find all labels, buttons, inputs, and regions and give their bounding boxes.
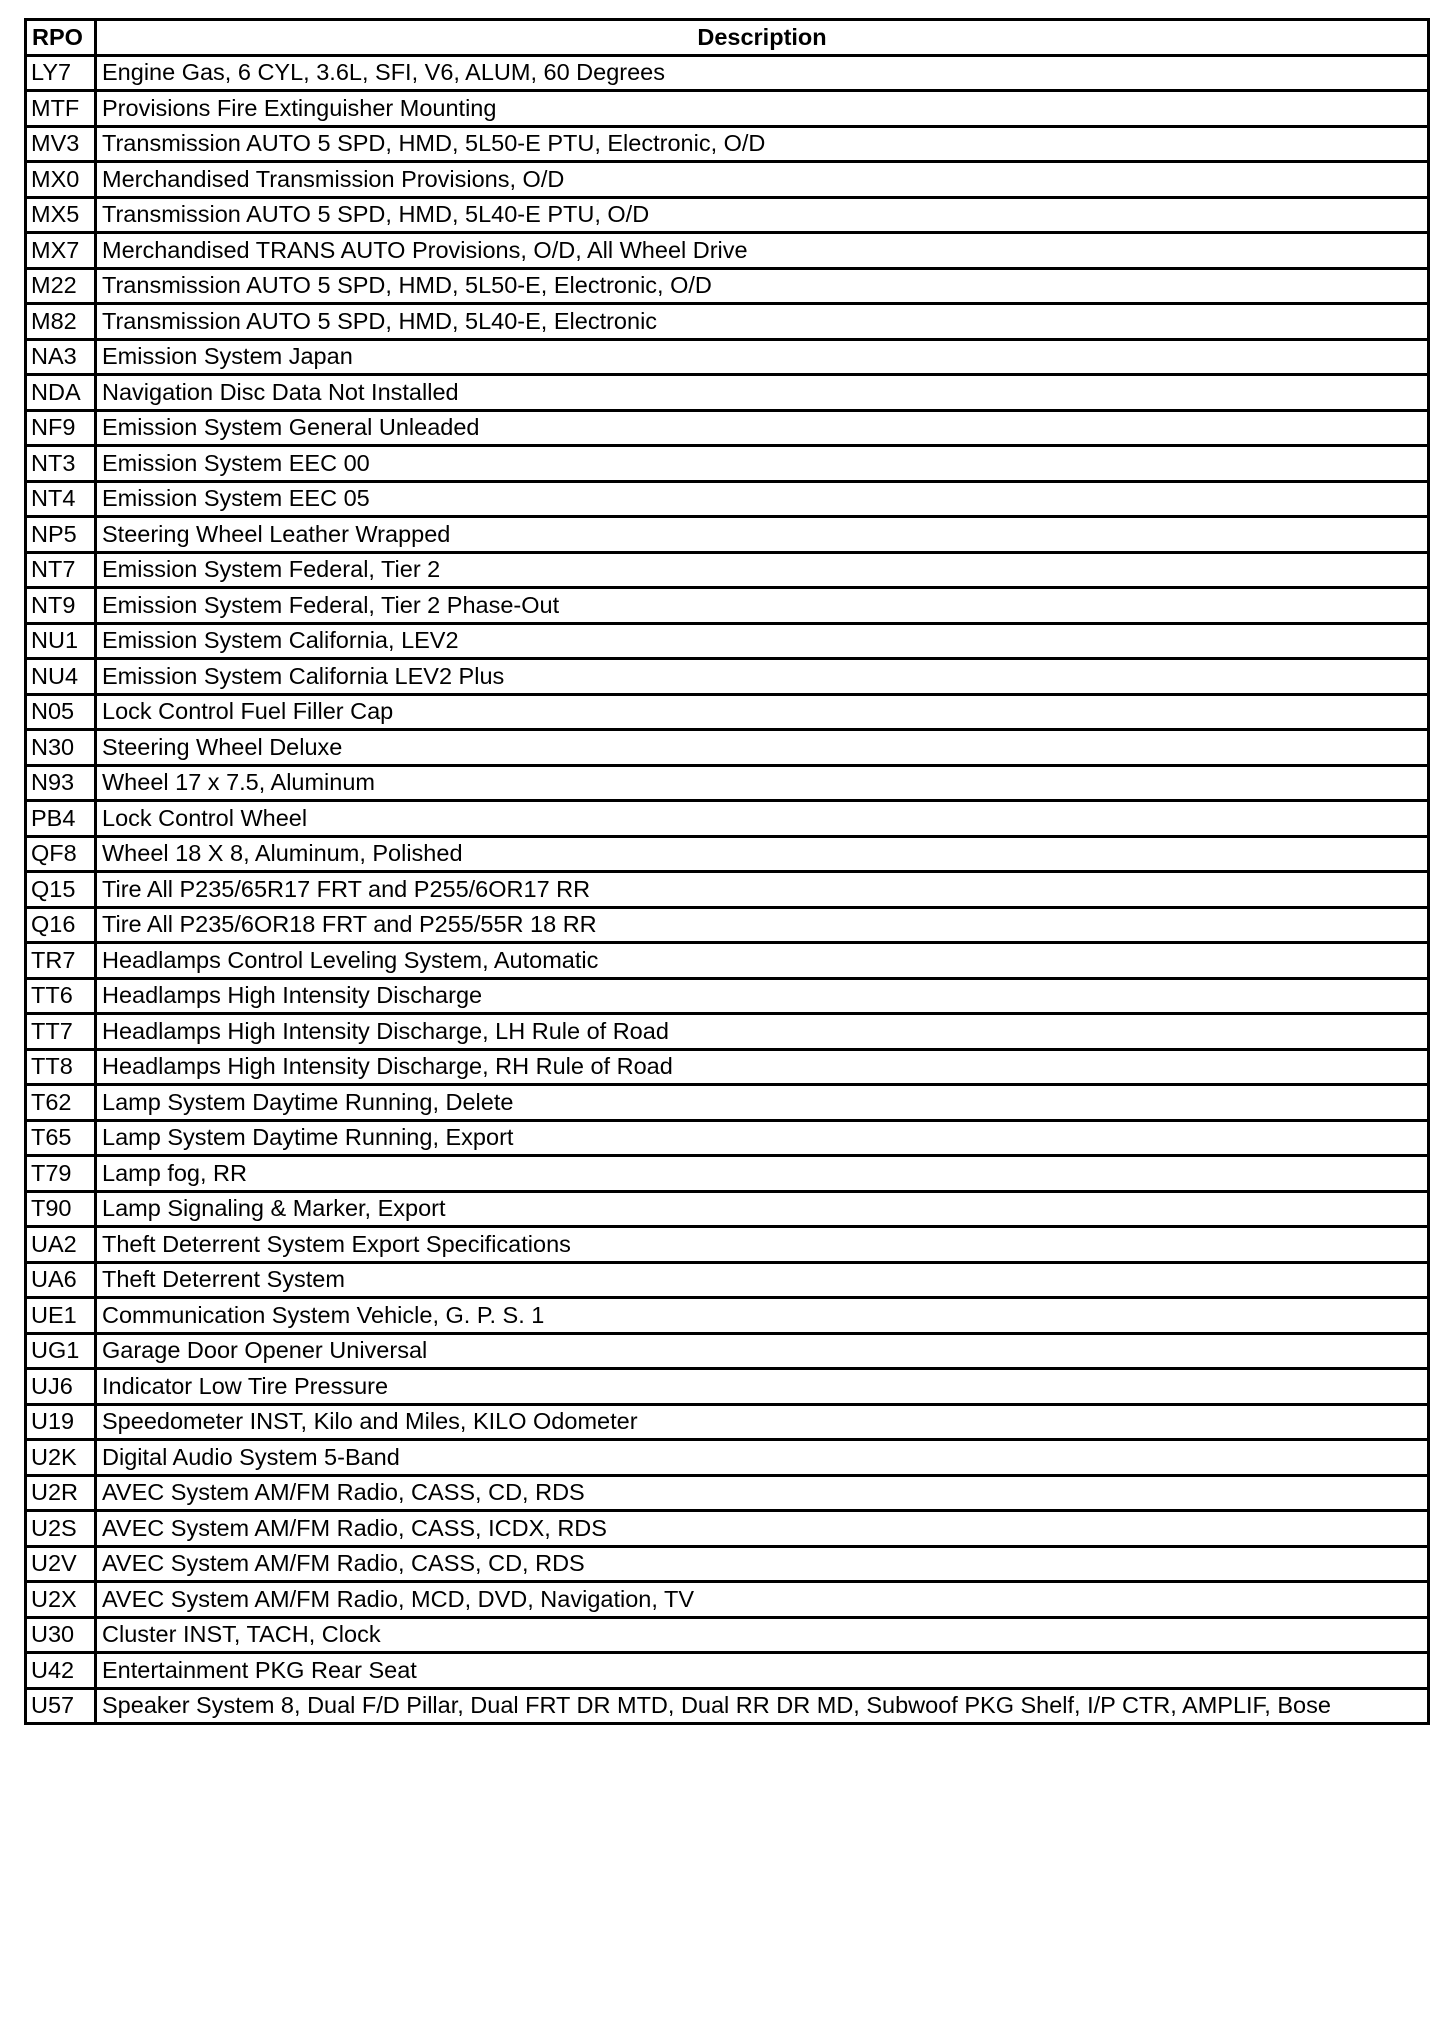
table-row (26, 1262, 1429, 1298)
rpo-code-cell: NU1 (26, 623, 96, 659)
description-cell: Tire All P235/65R17 FRT and P255/6OR17 RR (96, 872, 1429, 908)
table-row (26, 304, 1429, 340)
description-cell: Lamp fog, RR (96, 1156, 1429, 1192)
description-cell: Lamp System Daytime Running, Delete (96, 1085, 1429, 1121)
rpo-code-cell: UE1 (26, 1298, 96, 1334)
description-cell: Emission System EEC 05 (96, 481, 1429, 517)
table-row (26, 481, 1429, 517)
description-cell: Steering Wheel Leather Wrapped (96, 517, 1429, 553)
table-row (26, 233, 1429, 269)
table-row (26, 659, 1429, 695)
description-cell: AVEC System AM/FM Radio, CASS, ICDX, RDS (96, 1511, 1429, 1547)
table-row (26, 1688, 1429, 1724)
description-cell: Tire All P235/6OR18 FRT and P255/55R 18 RR (96, 907, 1429, 943)
description-cell: Headlamps High Intensity Discharge, LH Rule of Road (96, 1014, 1429, 1050)
description-cell: Emission System Federal, Tier 2 (96, 552, 1429, 588)
description-cell: Navigation Disc Data Not Installed (96, 375, 1429, 411)
rpo-code-cell: NP5 (26, 517, 96, 553)
rpo-code-cell: NT3 (26, 446, 96, 482)
table-row (26, 339, 1429, 375)
description-cell: Emission System California, LEV2 (96, 623, 1429, 659)
description-cell: Theft Deterrent System (96, 1262, 1429, 1298)
table-row (26, 268, 1429, 304)
rpo-code-cell: U2S (26, 1511, 96, 1547)
description-cell: AVEC System AM/FM Radio, MCD, DVD, Navigation, TV (96, 1582, 1429, 1618)
rpo-code-table (24, 18, 1430, 1725)
rpo-code-cell: U2V (26, 1546, 96, 1582)
rpo-code-cell: U42 (26, 1653, 96, 1689)
description-cell: AVEC System AM/FM Radio, CASS, CD, RDS (96, 1475, 1429, 1511)
table-row (26, 446, 1429, 482)
description-cell: Speedometer INST, Kilo and Miles, KILO Odometer (96, 1404, 1429, 1440)
rpo-code-cell: TT6 (26, 978, 96, 1014)
table-row (26, 552, 1429, 588)
rpo-code-cell: T79 (26, 1156, 96, 1192)
rpo-code-cell: M22 (26, 268, 96, 304)
table-row (26, 162, 1429, 198)
rpo-code-cell: NF9 (26, 410, 96, 446)
table-row (26, 907, 1429, 943)
rpo-code-cell: U2K (26, 1440, 96, 1476)
description-cell: Emission System Federal, Tier 2 Phase-Out (96, 588, 1429, 624)
table-row (26, 943, 1429, 979)
table-row (26, 126, 1429, 162)
description-cell: Cluster INST, TACH, Clock (96, 1617, 1429, 1653)
description-cell: Digital Audio System 5-Band (96, 1440, 1429, 1476)
rpo-code-cell: N93 (26, 765, 96, 801)
description-cell: Merchandised TRANS AUTO Provisions, O/D, All Wheel Drive (96, 233, 1429, 269)
table-row (26, 1404, 1429, 1440)
description-cell: Transmission AUTO 5 SPD, HMD, 5L40-E, Electronic (96, 304, 1429, 340)
table-row (26, 1014, 1429, 1050)
table-row (26, 1120, 1429, 1156)
table-row (26, 91, 1429, 127)
table-row (26, 1440, 1429, 1476)
rpo-code-cell: MX0 (26, 162, 96, 198)
rpo-code-cell: NU4 (26, 659, 96, 695)
description-cell: Garage Door Opener Universal (96, 1333, 1429, 1369)
rpo-code-cell: NA3 (26, 339, 96, 375)
rpo-code-cell: UG1 (26, 1333, 96, 1369)
description-cell: Wheel 17 x 7.5, Aluminum (96, 765, 1429, 801)
table-row (26, 588, 1429, 624)
description-cell: Headlamps Control Leveling System, Automatic (96, 943, 1429, 979)
table-row (26, 1191, 1429, 1227)
table-row (26, 1475, 1429, 1511)
rpo-code-cell: U57 (26, 1688, 96, 1724)
description-cell: Headlamps High Intensity Discharge (96, 978, 1429, 1014)
description-cell: Transmission AUTO 5 SPD, HMD, 5L50-E, Electronic, O/D (96, 268, 1429, 304)
table-row (26, 1617, 1429, 1653)
rpo-code-cell: M82 (26, 304, 96, 340)
description-cell: Indicator Low Tire Pressure (96, 1369, 1429, 1405)
rpo-code-cell: LY7 (26, 55, 96, 91)
table-row (26, 1511, 1429, 1547)
rpo-code-cell: NT4 (26, 481, 96, 517)
description-cell: Lock Control Fuel Filler Cap (96, 694, 1429, 730)
rpo-code-cell: T90 (26, 1191, 96, 1227)
description-cell: Lock Control Wheel (96, 801, 1429, 837)
table-row (26, 801, 1429, 837)
rpo-code-cell: N30 (26, 730, 96, 766)
table-row (26, 197, 1429, 233)
rpo-code-cell: MX7 (26, 233, 96, 269)
description-cell: Lamp Signaling & Marker, Export (96, 1191, 1429, 1227)
description-cell: Transmission AUTO 5 SPD, HMD, 5L50-E PTU, Electronic, O/D (96, 126, 1429, 162)
rpo-code-cell: Q16 (26, 907, 96, 943)
description-cell: Engine Gas, 6 CYL, 3.6L, SFI, V6, ALUM, 60 Degrees (96, 55, 1429, 91)
description-cell: Transmission AUTO 5 SPD, HMD, 5L40-E PTU, O/D (96, 197, 1429, 233)
rpo-code-cell: U19 (26, 1404, 96, 1440)
description-column-header: Description (96, 20, 1429, 56)
rpo-code-cell: UA6 (26, 1262, 96, 1298)
rpo-code-cell: NDA (26, 375, 96, 411)
table-row (26, 1085, 1429, 1121)
table-row (26, 1049, 1429, 1085)
table-row (26, 1227, 1429, 1263)
rpo-code-cell: MX5 (26, 197, 96, 233)
rpo-code-cell: TR7 (26, 943, 96, 979)
description-cell: Merchandised Transmission Provisions, O/D (96, 162, 1429, 198)
description-cell: Emission System Japan (96, 339, 1429, 375)
description-cell: Steering Wheel Deluxe (96, 730, 1429, 766)
rpo-code-cell: MTF (26, 91, 96, 127)
table-row (26, 694, 1429, 730)
rpo-code-cell: NT9 (26, 588, 96, 624)
rpo-code-cell: UJ6 (26, 1369, 96, 1405)
description-cell: Wheel 18 X 8, Aluminum, Polished (96, 836, 1429, 872)
description-cell: Emission System California LEV2 Plus (96, 659, 1429, 695)
table-row (26, 836, 1429, 872)
rpo-code-cell: QF8 (26, 836, 96, 872)
table-row (26, 1298, 1429, 1334)
rpo-code-cell: U2R (26, 1475, 96, 1511)
description-cell: Speaker System 8, Dual F/D Pillar, Dual FRT DR MTD, Dual RR DR MD, Subwoof PKG Shelf, I/P CTR, AMPLIF, Bose (96, 1688, 1429, 1724)
description-cell: Entertainment PKG Rear Seat (96, 1653, 1429, 1689)
rpo-code-cell: T62 (26, 1085, 96, 1121)
table-row (26, 978, 1429, 1014)
table-row (26, 1653, 1429, 1689)
table-row (26, 1582, 1429, 1618)
description-cell: Emission System EEC 00 (96, 446, 1429, 482)
table-row (26, 1369, 1429, 1405)
rpo-code-cell: MV3 (26, 126, 96, 162)
description-cell: Communication System Vehicle, G. P. S. 1 (96, 1298, 1429, 1334)
table-row (26, 1546, 1429, 1582)
table-row (26, 410, 1429, 446)
rpo-code-cell: PB4 (26, 801, 96, 837)
table-row (26, 517, 1429, 553)
table-row (26, 623, 1429, 659)
rpo-code-cell: TT8 (26, 1049, 96, 1085)
table-row (26, 872, 1429, 908)
description-cell: Emission System General Unleaded (96, 410, 1429, 446)
description-cell: Theft Deterrent System Export Specifications (96, 1227, 1429, 1263)
table-body (26, 55, 1429, 1724)
description-cell: Headlamps High Intensity Discharge, RH Rule of Road (96, 1049, 1429, 1085)
rpo-code-cell: U30 (26, 1617, 96, 1653)
rpo-code-cell: UA2 (26, 1227, 96, 1263)
rpo-code-cell: NT7 (26, 552, 96, 588)
table-row (26, 1156, 1429, 1192)
table-row (26, 375, 1429, 411)
rpo-code-cell: Q15 (26, 872, 96, 908)
rpo-column-header: RPO (26, 20, 96, 56)
description-cell: Provisions Fire Extinguisher Mounting (96, 91, 1429, 127)
description-cell: AVEC System AM/FM Radio, CASS, CD, RDS (96, 1546, 1429, 1582)
table-row (26, 730, 1429, 766)
table-header (26, 20, 1429, 56)
table-row (26, 1333, 1429, 1369)
rpo-code-cell: TT7 (26, 1014, 96, 1050)
rpo-code-cell: T65 (26, 1120, 96, 1156)
rpo-code-cell: U2X (26, 1582, 96, 1618)
table-row (26, 55, 1429, 91)
rpo-code-cell: N05 (26, 694, 96, 730)
description-cell: Lamp System Daytime Running, Export (96, 1120, 1429, 1156)
table-row (26, 765, 1429, 801)
header-row (26, 20, 1429, 56)
